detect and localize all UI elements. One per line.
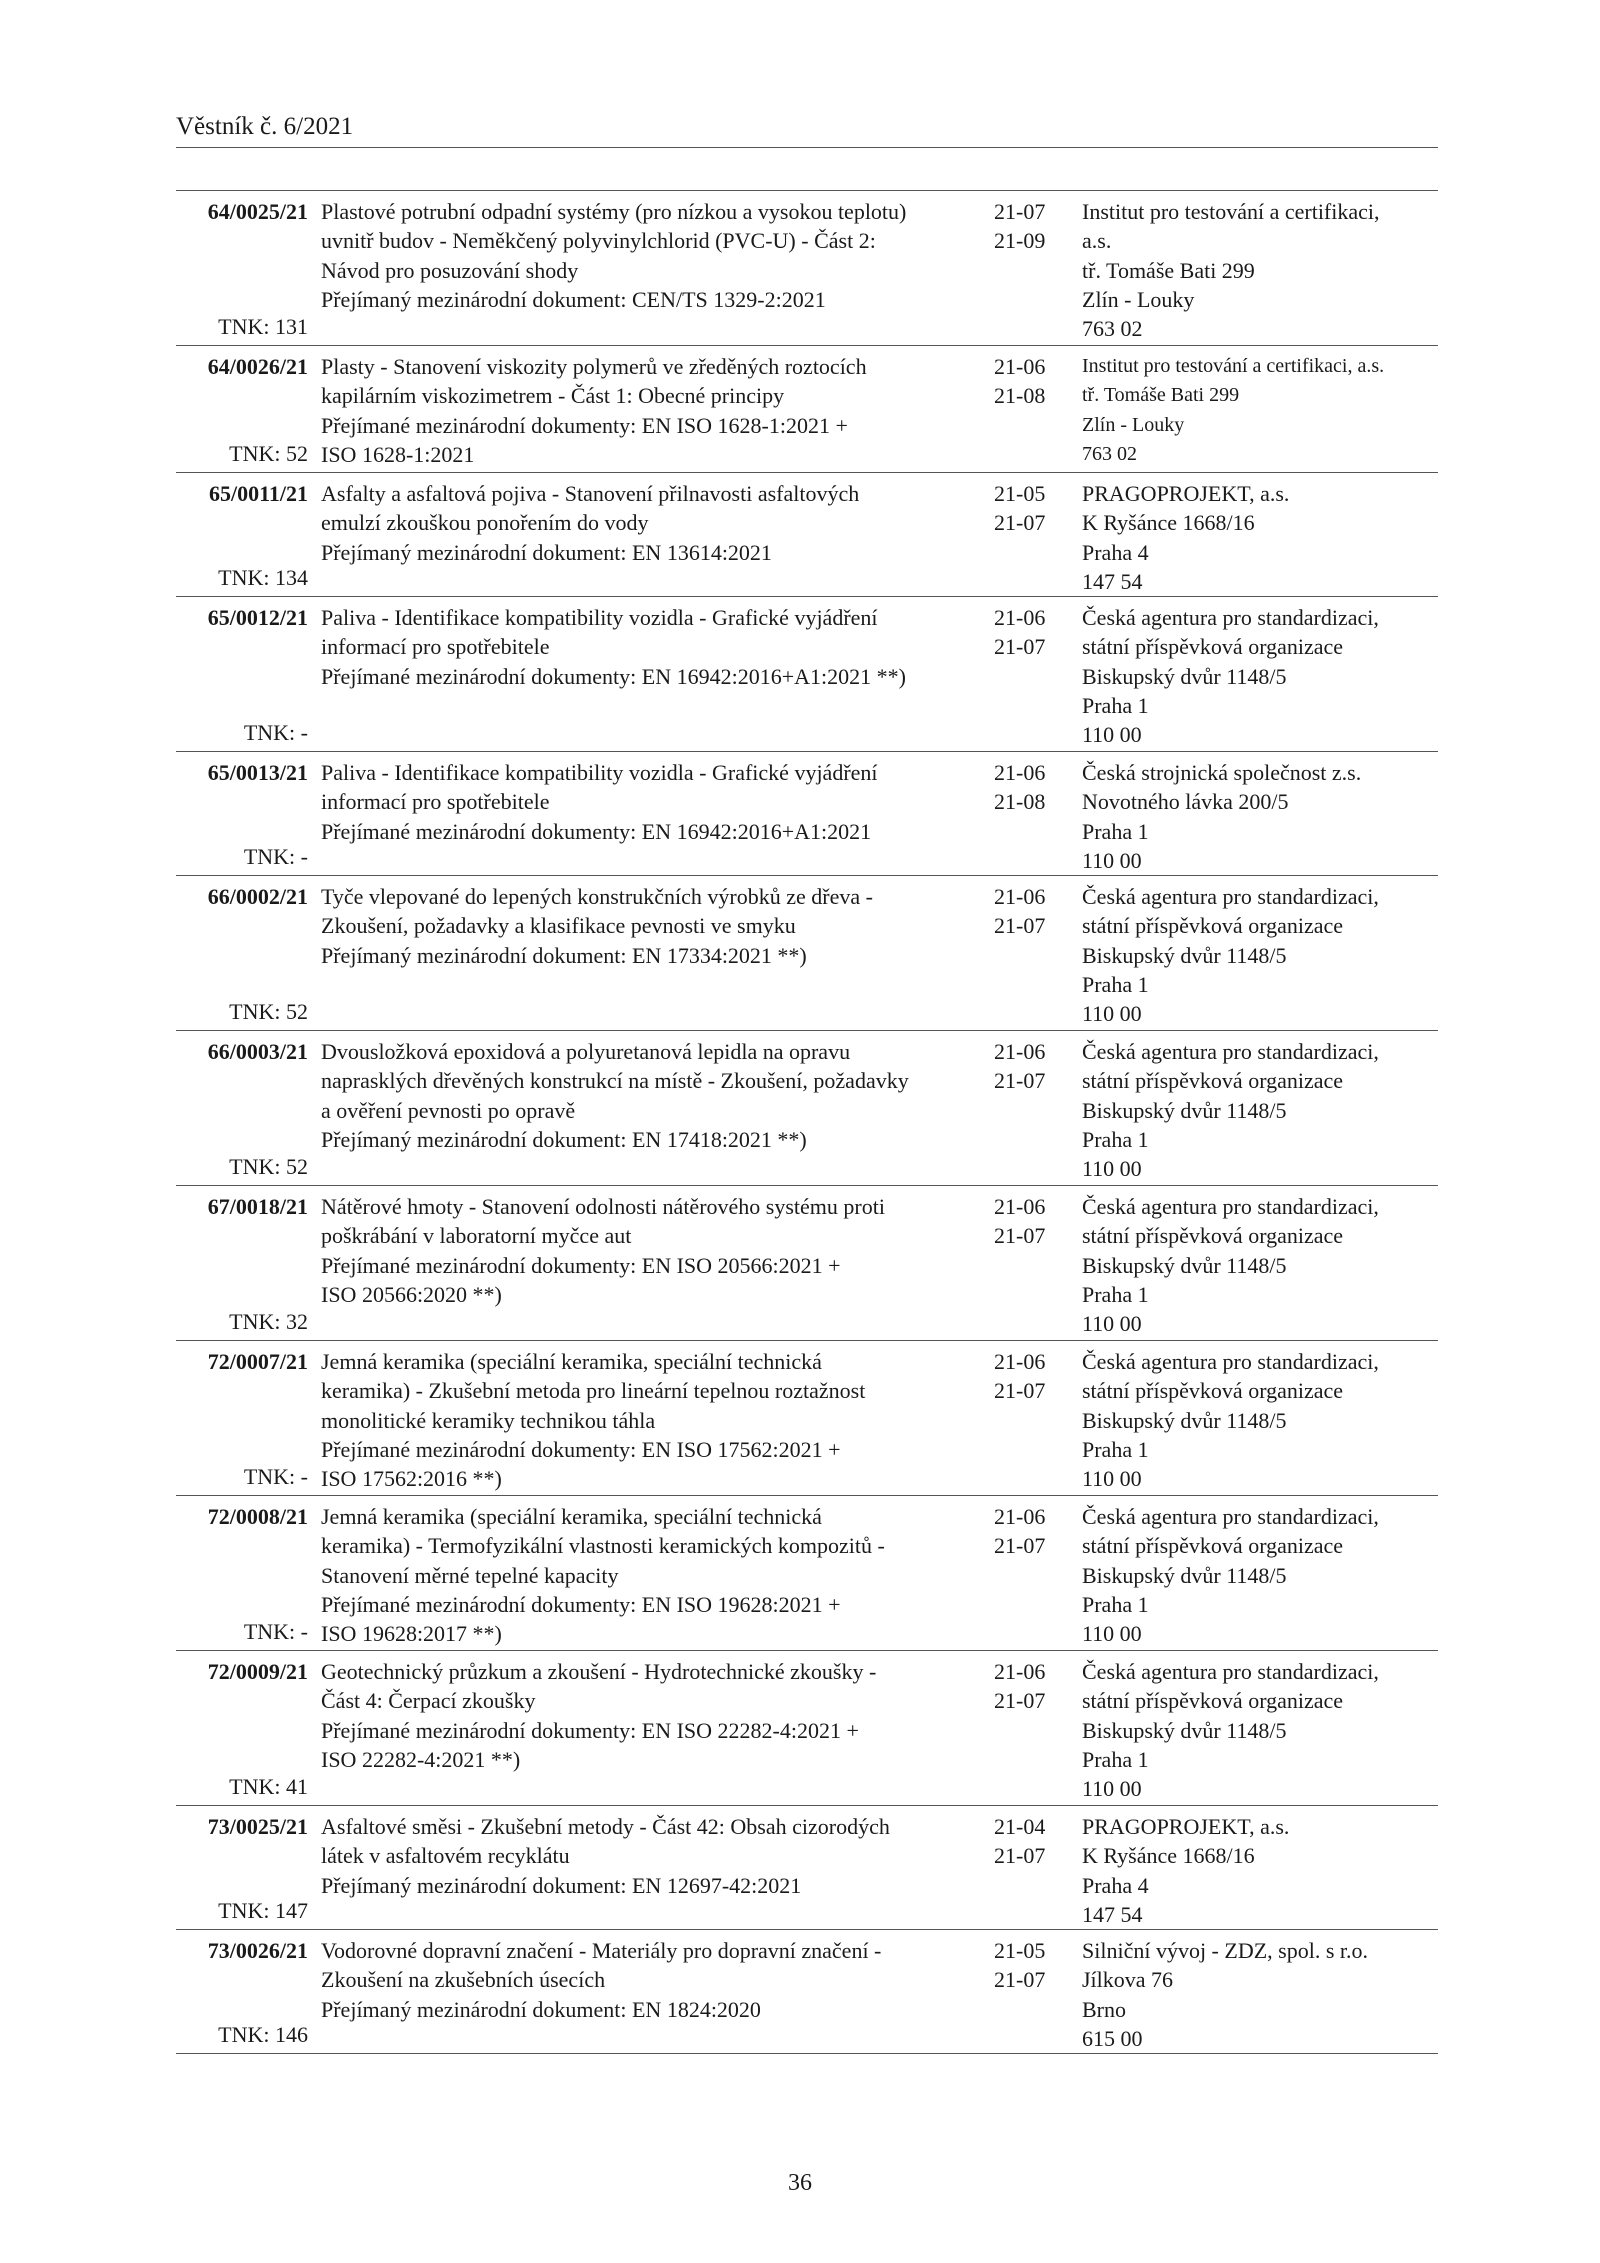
norm-title-cell (308, 882, 986, 1026)
processor-line: státní příspěvková organizace (1082, 1533, 1344, 1559)
title-line: Zkoušení na zkušebních úsecích (321, 1967, 606, 1993)
dates-cell (986, 1347, 1078, 1491)
title-line: informací pro spotřebitele (321, 634, 550, 660)
tnk-label: TNK: 52 (229, 998, 308, 1024)
norm-number: 65/0012/21 (207, 605, 308, 630)
processor-line: Silniční vývoj - ZDZ, spol. s r.o. (1082, 1938, 1368, 1963)
tnk-label: TNK: - (243, 1463, 308, 1489)
processor-line: Praha 1 (1082, 692, 1149, 718)
processor-line: K Ryšánce 1668/16 (1082, 1843, 1255, 1869)
processor-line: Institut pro testování a certifikaci, a.s. (1082, 355, 1385, 377)
norm-title-cell (308, 603, 986, 747)
page-header: Věstník č. 6/2021 (176, 113, 354, 140)
norm-number-cell (176, 1347, 308, 1491)
date-line: 21-08 (994, 383, 1046, 409)
processor-line: Biskupský dvůr 1148/5 (1082, 1562, 1287, 1588)
title-line: Dvousložková epoxidová a polyuretanová lepidla na opravu (321, 1039, 851, 1064)
norm-title-cell (308, 197, 986, 341)
processor-line: Praha 1 (1082, 1281, 1149, 1307)
title-line: Jemná keramika (speciální keramika, speciální technická (321, 1504, 822, 1529)
title-line: Přejímaný mezinárodní dokument: EN 1824:2020 (321, 1996, 761, 2022)
title-line: Část 4: Čerpací zkoušky (321, 1688, 536, 1714)
table-row (176, 1930, 1438, 2054)
processor-line: 110 00 (1082, 1311, 1142, 1337)
processor-line: Biskupský dvůr 1148/5 (1082, 1252, 1287, 1278)
processor-line: Praha 1 (1082, 1436, 1149, 1462)
date-line: 21-06 (994, 354, 1046, 379)
tnk-label: TNK: 146 (218, 2021, 308, 2047)
processor-line: Česká agentura pro standardizaci, (1082, 605, 1379, 630)
dates-cell (986, 1936, 1078, 2049)
title-line: ISO 20566:2020 **) (321, 1281, 502, 1307)
title-line: ISO 22282-4:2021 **) (321, 1746, 521, 1772)
title-line: Paliva - Identifikace kompatibility vozidla - Grafické vyjádření (321, 605, 878, 630)
processor-cell (1078, 1812, 1438, 1925)
dates-cell (986, 479, 1078, 592)
processor-line: Biskupský dvůr 1148/5 (1082, 1097, 1287, 1123)
title-line: a ověření pevnosti po opravě (321, 1097, 576, 1123)
norm-title-cell (308, 1936, 986, 2049)
table-row (176, 473, 1438, 597)
title-line: Přejímaný mezinárodní dokument: EN 17334:2021 **) (321, 942, 807, 968)
date-line: 21-07 (994, 1068, 1046, 1094)
tnk-label: TNK: - (243, 1618, 308, 1644)
processor-line: Biskupský dvůr 1148/5 (1082, 942, 1287, 968)
table-row (176, 346, 1438, 473)
table-row (176, 1496, 1438, 1651)
processor-line: Biskupský dvůr 1148/5 (1082, 1717, 1287, 1743)
processor-line: 147 54 (1082, 568, 1143, 594)
norm-number: 66/0003/21 (207, 1039, 308, 1064)
norm-number-cell (176, 479, 308, 592)
processor-line: Biskupský dvůr 1148/5 (1082, 1407, 1287, 1433)
date-line: 21-07 (994, 199, 1046, 224)
table-row (176, 1806, 1438, 1930)
processor-line: Institut pro testování a certifikaci, (1082, 199, 1380, 224)
processor-cell (1078, 758, 1438, 871)
date-line: 21-07 (994, 1688, 1046, 1714)
norm-number-cell (176, 1502, 308, 1646)
norm-title-cell (308, 1812, 986, 1925)
date-line: 21-08 (994, 789, 1046, 815)
processor-line: státní příspěvková organizace (1082, 1378, 1344, 1404)
processor-line: Česká agentura pro standardizaci, (1082, 1194, 1379, 1219)
norm-number: 67/0018/21 (207, 1194, 308, 1219)
processor-line: Česká agentura pro standardizaci, (1082, 1039, 1379, 1064)
dates-cell (986, 197, 1078, 341)
date-line: 21-07 (994, 1843, 1046, 1869)
processor-line: Praha 1 (1082, 818, 1149, 844)
processor-line: Česká agentura pro standardizaci, (1082, 1659, 1379, 1684)
title-line: kapilárním viskozimetrem - Část 1: Obecné principy (321, 383, 785, 409)
norm-number: 64/0026/21 (207, 354, 308, 379)
processor-line: 763 02 (1082, 442, 1137, 465)
norm-number-cell (176, 197, 308, 341)
processor-line: 615 00 (1082, 2025, 1143, 2051)
norm-number: 72/0007/21 (207, 1349, 308, 1374)
table-row (176, 1031, 1438, 1186)
tnk-label: TNK: 32 (229, 1308, 308, 1334)
norm-number: 73/0026/21 (207, 1938, 308, 1963)
title-line: naprasklých dřevěných konstrukcí na místě - Zkoušení, požadavky (321, 1068, 909, 1094)
date-line: 21-06 (994, 1039, 1046, 1064)
tnk-label: TNK: 131 (218, 313, 308, 339)
title-line: keramika) - Zkušební metoda pro lineární tepelnou roztažnost (321, 1378, 866, 1404)
title-line: Přejímaný mezinárodní dokument: EN 17418:2021 **) (321, 1126, 807, 1152)
processor-line: PRAGOPROJEKT, a.s. (1082, 1814, 1290, 1839)
processor-line: 110 00 (1082, 847, 1142, 873)
processor-cell (1078, 352, 1438, 468)
title-line: Asfaltové směsi - Zkušební metody - Část 42: Obsah cizorodých (321, 1814, 890, 1839)
processor-line: 110 00 (1082, 1776, 1142, 1802)
processor-line: 110 00 (1082, 722, 1142, 748)
norm-number-cell (176, 352, 308, 468)
processor-line: Zlín - Louky (1082, 413, 1185, 436)
processor-line: státní příspěvková organizace (1082, 1068, 1344, 1094)
dates-cell (986, 1502, 1078, 1646)
processor-line: Praha 4 (1082, 539, 1149, 565)
tnk-label: TNK: 41 (229, 1773, 308, 1799)
processor-cell (1078, 603, 1438, 747)
dates-cell (986, 1812, 1078, 1925)
processor-line: K Ryšánce 1668/16 (1082, 510, 1255, 536)
date-line: 21-05 (994, 481, 1046, 506)
processor-line: 110 00 (1082, 1156, 1142, 1182)
date-line: 21-06 (994, 1504, 1046, 1529)
table-body (176, 191, 1438, 2054)
tnk-label: TNK: 52 (229, 1153, 308, 1179)
processor-line: 110 00 (1082, 1621, 1142, 1647)
processor-line: Praha 1 (1082, 1126, 1149, 1152)
title-line: Přejímaný mezinárodní dokument: EN 12697-42:2021 (321, 1872, 802, 1898)
norm-title-cell (308, 1192, 986, 1336)
table-row (176, 876, 1438, 1031)
tnk-label: TNK: 147 (218, 1897, 308, 1923)
title-line: uvnitř budov - Neměkčený polyvinylchlorid (PVC-U) - Část 2: (321, 228, 876, 254)
title-line: Plasty - Stanovení viskozity polymerů ve zředěných roztocích (321, 354, 867, 379)
date-line: 21-06 (994, 605, 1046, 630)
date-line: 21-07 (994, 1533, 1046, 1559)
date-line: 21-06 (994, 1349, 1046, 1374)
norm-title-cell (308, 758, 986, 871)
norm-number: 65/0013/21 (207, 760, 308, 785)
date-line: 21-07 (994, 510, 1046, 536)
norm-number-cell (176, 603, 308, 747)
processor-line: Praha 1 (1082, 1746, 1149, 1772)
title-line: ISO 17562:2016 **) (321, 1466, 502, 1492)
tnk-label: TNK: - (243, 843, 308, 869)
date-line: 21-05 (994, 1938, 1046, 1963)
title-line: Nátěrové hmoty - Stanovení odolnosti nátěrového systému proti (321, 1194, 885, 1219)
table-row (176, 1186, 1438, 1341)
norm-title-cell (308, 479, 986, 592)
processor-line: státní příspěvková organizace (1082, 913, 1344, 939)
norm-number: 64/0025/21 (207, 199, 308, 224)
processor-line: Praha 4 (1082, 1872, 1149, 1898)
title-line: keramika) - Termofyzikální vlastnosti keramických kompozitů - (321, 1533, 885, 1559)
date-line: 21-07 (994, 634, 1046, 660)
title-line: Přejímané mezinárodní dokumenty: EN ISO 1628-1:2021 + (321, 412, 848, 438)
processor-cell (1078, 1657, 1438, 1801)
title-line: ISO 19628:2017 **) (321, 1621, 502, 1647)
date-line: 21-07 (994, 1378, 1046, 1404)
table-row (176, 597, 1438, 752)
processor-cell (1078, 1936, 1438, 2049)
dates-cell (986, 758, 1078, 871)
title-line: Přejímaný mezinárodní dokument: CEN/TS 1329-2:2021 (321, 286, 826, 312)
title-line: látek v asfaltovém recyklátu (321, 1843, 570, 1869)
title-line: Plastové potrubní odpadní systémy (pro nízkou a vysokou teplotu) (321, 199, 907, 224)
date-line: 21-06 (994, 760, 1046, 785)
processor-cell (1078, 1347, 1438, 1491)
norm-title-cell (308, 1502, 986, 1646)
norm-title-cell (308, 1037, 986, 1181)
processor-line: 110 00 (1082, 1001, 1142, 1027)
dates-cell (986, 1192, 1078, 1336)
norm-number-cell (176, 1192, 308, 1336)
title-line: informací pro spotřebitele (321, 789, 550, 815)
norm-number-cell (176, 1812, 308, 1925)
date-line: 21-06 (994, 1194, 1046, 1219)
title-line: emulzí zkouškou ponořením do vody (321, 510, 649, 536)
title-line: Přejímané mezinárodní dokumenty: EN ISO 22282-4:2021 + (321, 1717, 859, 1743)
dates-cell (986, 1037, 1078, 1181)
table-row (176, 1341, 1438, 1496)
processor-cell (1078, 197, 1438, 341)
title-line: ISO 1628-1:2021 (321, 441, 475, 467)
title-line: Přejímané mezinárodní dokumenty: EN 16942:2016+A1:2021 (321, 818, 872, 844)
processor-line: tř. Tomáše Bati 299 (1082, 384, 1240, 407)
tnk-label: TNK: 52 (229, 440, 308, 466)
tnk-label: TNK: - (243, 719, 308, 745)
dates-cell (986, 1657, 1078, 1801)
processor-cell (1078, 1037, 1438, 1181)
title-line: Tyče vlepované do lepených konstrukčních výrobků ze dřeva - (321, 884, 873, 909)
processor-line: Česká agentura pro standardizaci, (1082, 1349, 1379, 1374)
processor-line: státní příspěvková organizace (1082, 634, 1344, 660)
table-row (176, 1651, 1438, 1806)
processor-line: Česká agentura pro standardizaci, (1082, 884, 1379, 909)
date-line: 21-07 (994, 1967, 1046, 1993)
date-line: 21-07 (994, 1223, 1046, 1249)
norm-title-cell (308, 1347, 986, 1491)
norm-number-cell (176, 758, 308, 871)
processor-line: Česká agentura pro standardizaci, (1082, 1504, 1379, 1529)
title-line: Paliva - Identifikace kompatibility vozidla - Grafické vyjádření (321, 760, 878, 785)
date-line: 21-06 (994, 884, 1046, 909)
processor-line: Praha 1 (1082, 1591, 1149, 1617)
processor-line: 110 00 (1082, 1466, 1142, 1492)
norm-number: 73/0025/21 (207, 1814, 308, 1839)
norm-number-cell (176, 882, 308, 1026)
processor-cell (1078, 1502, 1438, 1646)
processor-line: Zlín - Louky (1082, 286, 1195, 312)
processor-line: tř. Tomáše Bati 299 (1082, 257, 1255, 283)
processor-line: státní příspěvková organizace (1082, 1688, 1344, 1714)
title-line: Přejímaný mezinárodní dokument: EN 13614:2021 (321, 539, 772, 565)
processor-cell (1078, 882, 1438, 1026)
dates-cell (986, 352, 1078, 468)
title-line: Přejímané mezinárodní dokumenty: EN ISO 20566:2021 + (321, 1252, 841, 1278)
norm-number: 72/0008/21 (207, 1504, 308, 1529)
title-line: monolitické keramiky technikou táhla (321, 1407, 656, 1433)
norm-title-cell (308, 1657, 986, 1801)
processor-line: Česká strojnická společnost z.s. (1082, 760, 1362, 785)
title-line: Geotechnický průzkum a zkoušení - Hydrotechnické zkoušky - (321, 1659, 877, 1684)
dates-cell (986, 603, 1078, 747)
page-number: 36 (788, 2170, 812, 2196)
norm-number: 65/0011/21 (208, 481, 308, 506)
title-line: Přejímané mezinárodní dokumenty: EN ISO 17562:2021 + (321, 1436, 841, 1462)
title-line: Stanovení měrné tepelné kapacity (321, 1562, 619, 1588)
dates-cell (986, 882, 1078, 1026)
processor-line: Biskupský dvůr 1148/5 (1082, 663, 1287, 689)
header-rule (176, 147, 1438, 148)
processor-line: a.s. (1082, 228, 1112, 254)
date-line: 21-06 (994, 1659, 1046, 1684)
norms-table (176, 190, 1438, 2054)
processor-line: Brno (1082, 1996, 1126, 2022)
processor-line: PRAGOPROJEKT, a.s. (1082, 481, 1290, 506)
date-line: 21-07 (994, 913, 1046, 939)
title-line: Asfalty a asfaltová pojiva - Stanovení přilnavosti asfaltových (321, 481, 860, 506)
date-line: 21-04 (994, 1814, 1046, 1839)
title-line: Jemná keramika (speciální keramika, speciální technická (321, 1349, 822, 1374)
table-row (176, 191, 1438, 346)
norm-title-cell (308, 352, 986, 468)
norm-number-cell (176, 1936, 308, 2049)
norm-number: 72/0009/21 (207, 1659, 308, 1684)
date-line: 21-09 (994, 228, 1046, 254)
processor-cell (1078, 1192, 1438, 1336)
title-line: Zkoušení, požadavky a klasifikace pevnosti ve smyku (321, 913, 796, 939)
processor-line: Novotného lávka 200/5 (1082, 789, 1289, 815)
table-row (176, 752, 1438, 876)
processor-line: státní příspěvková organizace (1082, 1223, 1344, 1249)
title-line: Návod pro posuzování shody (321, 257, 579, 283)
processor-cell (1078, 479, 1438, 592)
title-line: Vodorovné dopravní značení - Materiály pro dopravní značení - (321, 1938, 882, 1963)
processor-line: Jílkova 76 (1082, 1967, 1174, 1993)
title-line: Přejímané mezinárodní dokumenty: EN ISO 19628:2021 + (321, 1591, 841, 1617)
norm-number: 66/0002/21 (207, 884, 308, 909)
processor-line: 763 02 (1082, 316, 1143, 342)
title-line: Přejímané mezinárodní dokumenty: EN 16942:2016+A1:2021 **) (321, 663, 906, 689)
processor-line: Praha 1 (1082, 971, 1149, 997)
norm-number-cell (176, 1657, 308, 1801)
title-line: poškrábání v laboratorní myčce aut (321, 1223, 632, 1249)
processor-line: 147 54 (1082, 1901, 1143, 1927)
tnk-label: TNK: 134 (218, 564, 308, 590)
norm-number-cell (176, 1037, 308, 1181)
